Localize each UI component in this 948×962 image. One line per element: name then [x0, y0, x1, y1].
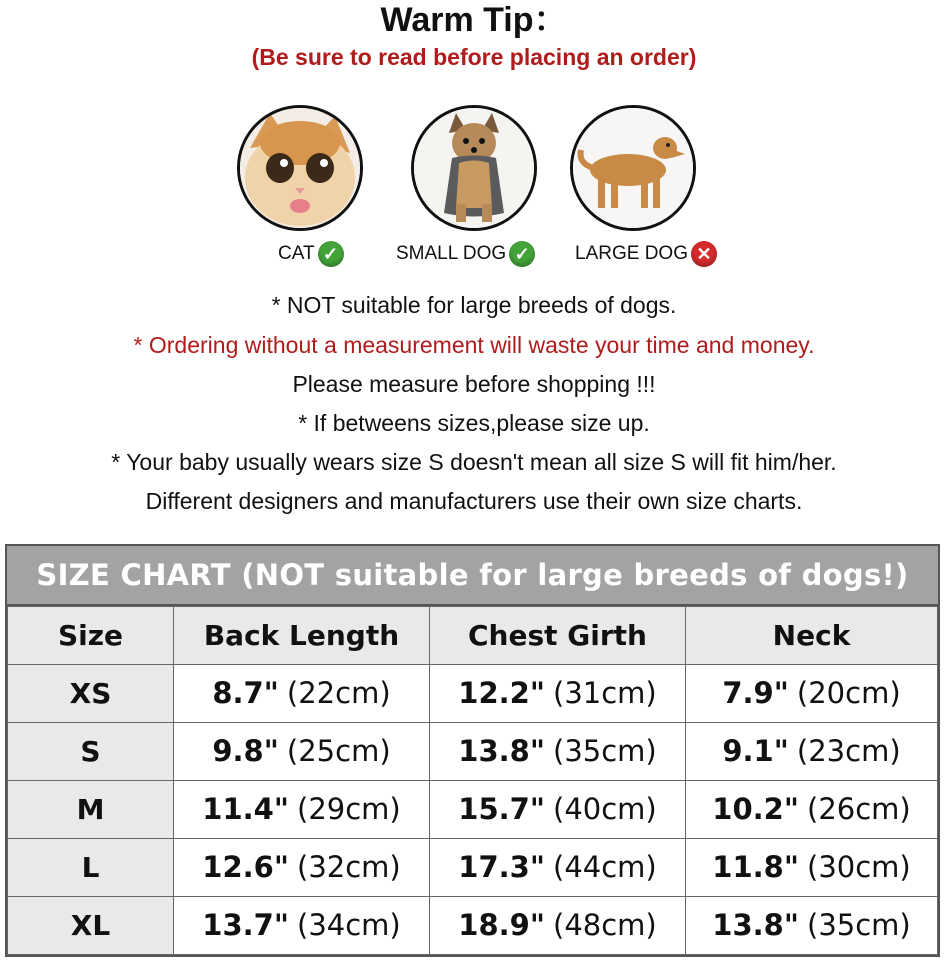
- back-length-cell: 9.8" (25cm): [174, 723, 430, 781]
- pet-label-text: CAT: [278, 243, 315, 264]
- chest-girth-cell: 13.8" (35cm): [430, 723, 686, 781]
- neck-cell: 10.2" (26cm): [686, 781, 938, 839]
- column-header: Neck: [686, 607, 938, 665]
- neck-cell: 11.8" (30cm): [686, 839, 938, 897]
- chest-girth-cell: 17.3" (44cm): [430, 839, 686, 897]
- back-length-cell: 12.6" (32cm): [174, 839, 430, 897]
- check-icon: ✓: [509, 241, 535, 267]
- table-header-row: [8, 607, 938, 665]
- note-line-warning: * Ordering without a measurement will waste your time and money.: [133, 332, 815, 358]
- size-cell: L: [8, 839, 174, 897]
- table-row: [8, 665, 938, 723]
- chest-girth-cell: 12.2" (31cm): [430, 665, 686, 723]
- pet-label-cat: [278, 240, 344, 268]
- neck-cell: 9.1" (23cm): [686, 723, 938, 781]
- table-row: [8, 897, 938, 955]
- size-cell: XS: [8, 665, 174, 723]
- pet-label-large-dog: [575, 240, 717, 268]
- chest-girth-cell: 18.9" (48cm): [430, 897, 686, 955]
- back-length-cell: 11.4" (29cm): [174, 781, 430, 839]
- back-length-cell: 13.7" (34cm): [174, 897, 430, 955]
- size-cell: S: [8, 723, 174, 781]
- size-chart: [5, 544, 940, 957]
- table-row: [8, 781, 938, 839]
- note-line: Please measure before shopping !!!: [292, 371, 656, 397]
- x-icon: ✕: [691, 241, 717, 267]
- cat-photo: [237, 105, 363, 231]
- pet-label-text: SMALL DOG: [396, 243, 507, 264]
- back-length-cell: 8.7" (22cm): [174, 665, 430, 723]
- check-icon: ✓: [318, 241, 344, 267]
- warm-tip-subtitle: (Be sure to read before placing an order): [251, 44, 697, 70]
- size-cell: M: [8, 781, 174, 839]
- neck-cell: 13.8" (35cm): [686, 897, 938, 955]
- note-line: * If betweens sizes,please size up.: [298, 410, 650, 436]
- large-dog-photo: [570, 105, 696, 231]
- size-cell: XL: [8, 897, 174, 955]
- note-line: Different designers and manufacturers use their own size charts.: [145, 488, 803, 514]
- small-dog-photo: [411, 105, 537, 231]
- table-row: [8, 839, 938, 897]
- pet-label-small-dog: [396, 240, 535, 268]
- column-header: Back Length: [174, 607, 430, 665]
- column-header: Chest Girth: [430, 607, 686, 665]
- neck-cell: 7.9" (20cm): [686, 665, 938, 723]
- note-line: * NOT suitable for large breeds of dogs.: [271, 292, 677, 318]
- column-header: Size: [8, 607, 174, 665]
- size-chart-title: SIZE CHART (NOT suitable for large breeds of dogs!): [7, 546, 938, 606]
- chest-girth-cell: 15.7" (40cm): [430, 781, 686, 839]
- pet-label-text: LARGE DOG: [575, 243, 688, 264]
- note-line: * Your baby usually wears size S doesn't mean all size S will fit him/her.: [111, 449, 837, 475]
- table-row: [8, 723, 938, 781]
- size-table: [7, 606, 938, 955]
- warm-tip-title: Warm Tip：: [380, 1, 568, 39]
